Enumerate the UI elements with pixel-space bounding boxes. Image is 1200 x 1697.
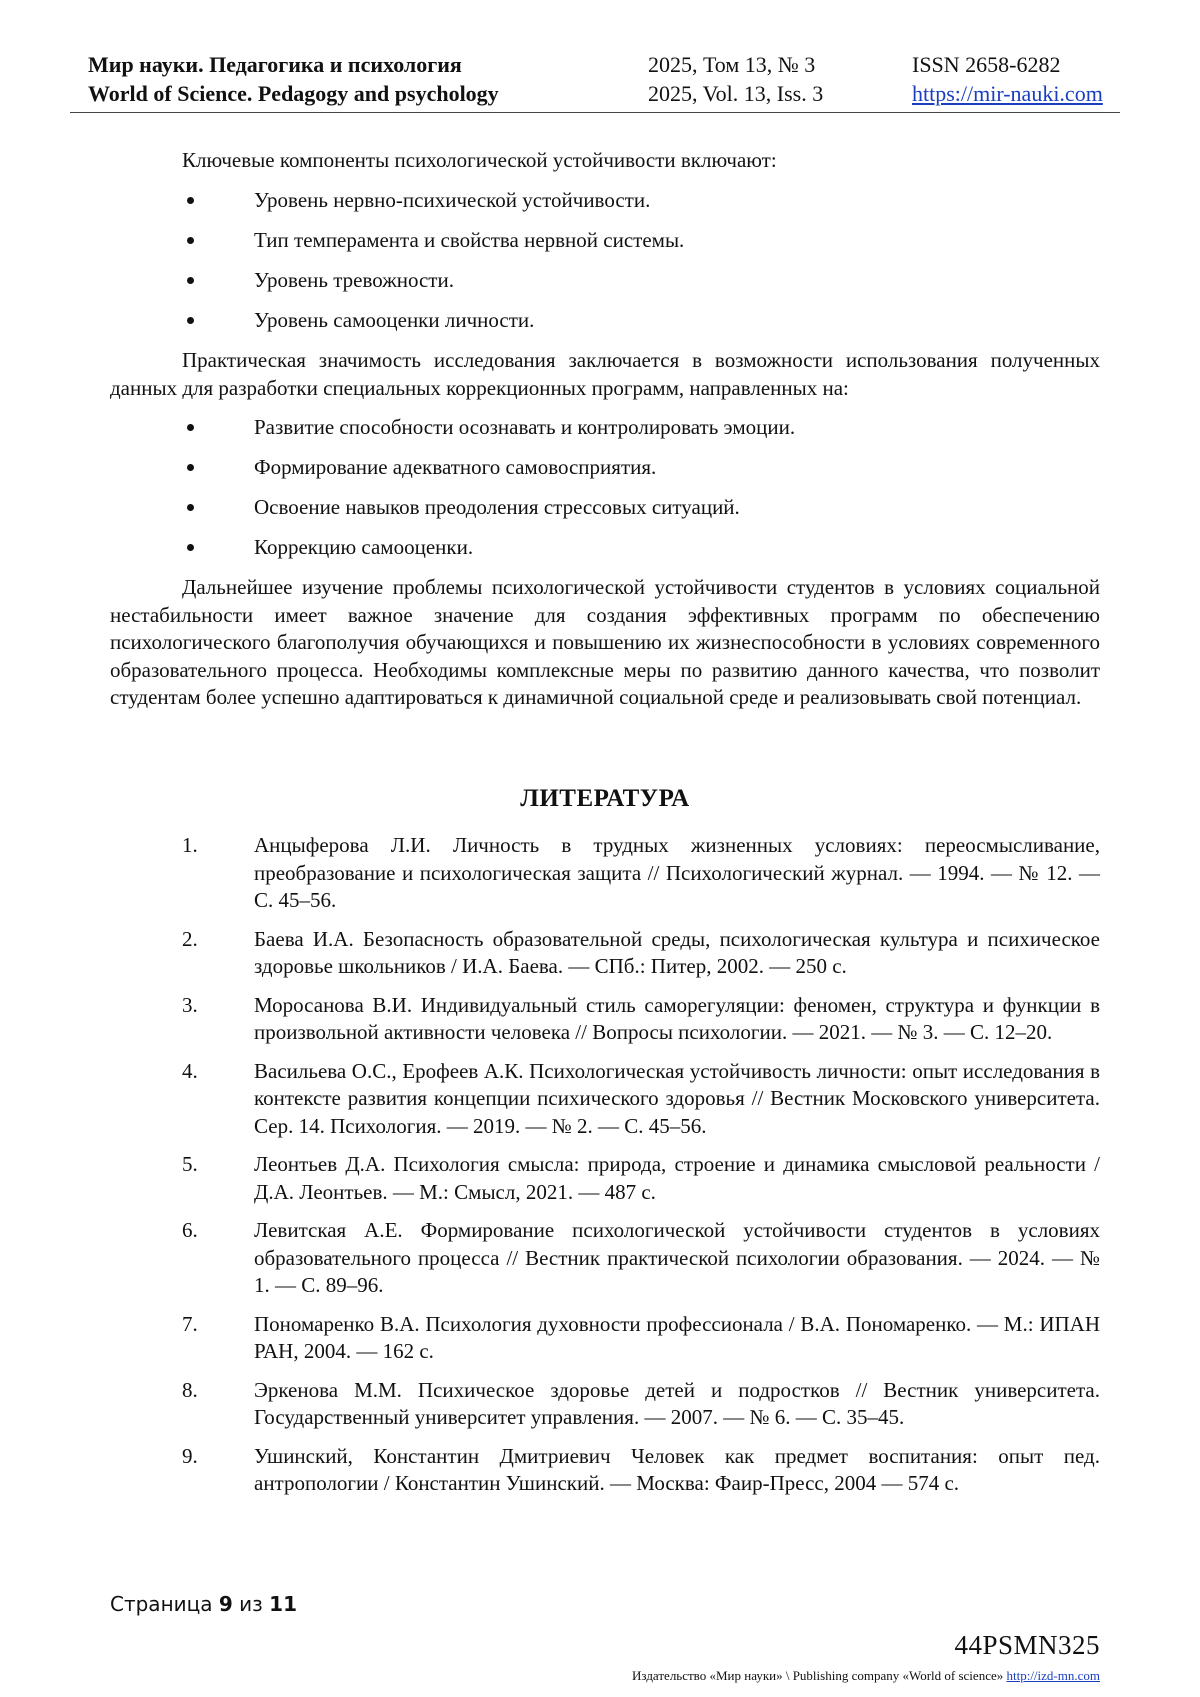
reference-item: 9. Ушинский, Константин Дмитриевич Человек как предмет воспитания: опыт пед. антропологии / Константин Ушинский. — Москва: Фаир-Пресс, 2004 — 574 с. [182,1443,1100,1495]
list-item: Формирование адекватного самовосприятия. [110,454,1100,494]
aims-list [110,414,1100,574]
issue-ru: 2025, Том 13, № 3 [648,52,816,77]
reference-item: 2. Баева И.А. Безопасность образовательной среды, психологическая культура и психическое здоровье школьников / И.А. Баева. — СПб.: Питер, 2002. — 250 с. [182,926,1100,978]
journal-title-ru: Мир науки. Педагогика и психология [88,52,462,77]
bullet-icon [187,424,194,431]
list-item: Уровень самооценки личности. [110,307,1100,347]
reference-item: 6. Левитская А.Е. Формирование психологической устойчивости студентов в условиях образовательного процесса // Вестник практической психологии образования. — 2024. — № 1. — С. 89–96. [182,1218,1100,1297]
reference-item: 3. Моросанова В.И. Индивидуальный стиль саморегуляции: феномен, структура и функции в произвольной активности человека // Вопросы психологии. — 2021. — № 3. — С. 12–20. [182,992,1100,1044]
publisher-line: Издательство «Мир науки» \ Publishing company «World of science» http://izd-mn.com [632,1668,1100,1683]
reference-item: 5. Леонтьев Д.А. Психология смысла: природа, строение и динамика смысловой реальности / Д.А. Леонтьев. — М.: Смысл, 2021. — 487 с. [182,1152,1100,1204]
list-item: Уровень тревожности. [110,267,1100,307]
publisher-link[interactable]: http://izd-mn.com [1006,1668,1100,1683]
references-list [110,832,1100,1509]
bullet-icon [187,504,194,511]
list-item: Уровень нервно-психической устойчивости. [110,187,1100,227]
bullet-icon [187,464,194,471]
reference-item: 7. Пономаренко В.А. Психология духовности профессионала / В.А. Пономаренко. — М.: ИПАН РАН, 2004. — 162 с. [182,1311,1100,1363]
journal-header [70,50,1120,113]
list-item: Тип темперамента и свойства нервной системы. [110,227,1100,267]
page-counter: Страница 9 из 11 [110,1592,297,1616]
list-item: Развитие способности осознавать и контролировать эмоции. [110,414,1100,454]
article-body [110,147,1100,712]
literature-heading: ЛИТЕРАТУРА [520,785,690,812]
components-list [110,187,1100,347]
issn: ISSN 2658-6282 [912,52,1061,77]
bullet-icon [187,197,194,204]
list-item: Освоение навыков преодоления стрессовых ситуаций. [110,494,1100,534]
journal-title-en: World of Science. Pedagogy and psychology [88,81,499,106]
list-item: Коррекцию самооценки. [110,534,1100,574]
conclusion-paragraph: Дальнейшее изучение проблемы психологической устойчивости студентов в условиях социальной нестабильности имеет важное значение для создания эффективных программ по обеспечению психологического благополучия обучающихся и повышению их жизнеспособности в условиях современного образовательного процесса. Необходимы комплексные меры по развитию данного качества, что позволит студентам более успешно адаптироваться к динамичной социальной среде и реализовывать свой потенциал. [110,575,1100,709]
journal-url-link[interactable]: https://mir-nauki.com [912,81,1103,106]
bullet-icon [187,544,194,551]
reference-item: 4. Васильева О.С., Ерофеев А.К. Психологическая устойчивость личности: опыт исследования в контексте развития концепции психического здоровья // Вестник Московского университета. Сер. 14. Психология. — 2019. — № 2. — С. 45–56. [182,1058,1100,1138]
reference-item: 8. Эркенова М.М. Психическое здоровье детей и подростков // Вестник университета. Государственный университет управления. — 2007. — № 6. — С. 35–45. [182,1377,1100,1429]
bullet-icon [187,237,194,244]
reference-item: 1. Анцыферова Л.И. Личность в трудных жизненных условиях: переосмысливание, преобразование и психологическая защита // Психологический журнал. — 1994. — № 12. — С. 45–56. [182,833,1100,912]
article-code: 44PSMN325 [954,1630,1100,1660]
practical-significance: Практическая значимость исследования заключается в возможности использования полученных данных для разработки специальных коррекционных программ, направленных на: [110,348,1100,400]
issue-en: 2025, Vol. 13, Iss. 3 [648,81,824,106]
bullet-icon [187,317,194,324]
components-intro: Ключевые компоненты психологической устойчивости включают: [182,148,777,172]
bullet-icon [187,277,194,284]
